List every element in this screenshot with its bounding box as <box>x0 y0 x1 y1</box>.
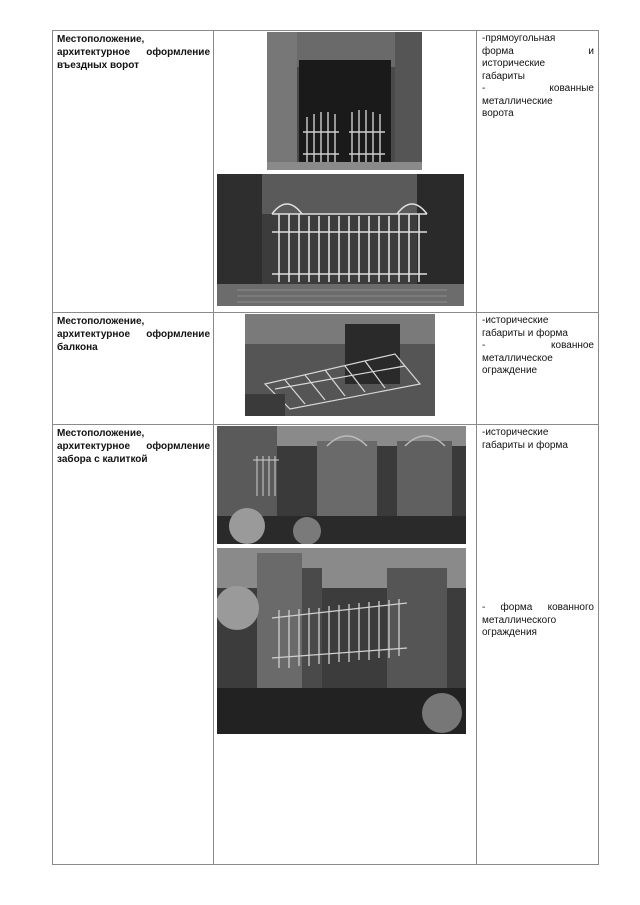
row-label: Местоположение, архитектурное оформление въездных ворот <box>57 34 210 71</box>
label-cell <box>53 313 214 425</box>
row-description: -прямоугольная форма и исторические габариты - кованные металлические ворота <box>482 33 594 119</box>
fence-overview-photo <box>217 426 466 544</box>
row-description: -исторические габариты и форма <box>482 427 568 451</box>
description-cell <box>477 31 599 313</box>
photo-cell <box>214 425 477 865</box>
description-cell <box>477 313 599 425</box>
row-description-secondary: - форма кованного металлического ограждения <box>482 602 594 638</box>
label-cell <box>53 425 214 865</box>
label-cell <box>53 31 214 313</box>
row-label: Местоположение, архитектурное оформление балкона <box>57 316 210 353</box>
gate-arch-photo <box>267 32 422 170</box>
table-row-fence <box>53 425 599 865</box>
description-cell <box>477 425 599 865</box>
table-row-gates <box>53 31 599 313</box>
balcony-photo <box>245 314 435 416</box>
heritage-table <box>52 30 599 865</box>
fence-gate-photo <box>217 548 466 734</box>
photo-cell <box>214 313 477 425</box>
gate-front-photo <box>217 174 464 306</box>
table-row-balcony <box>53 313 599 425</box>
row-label: Местоположение, архитектурное оформление забора с калиткой <box>57 428 210 465</box>
row-description: -исторические габариты и форма - кованное металлическое ограждение <box>482 315 594 376</box>
photo-cell <box>214 31 477 313</box>
